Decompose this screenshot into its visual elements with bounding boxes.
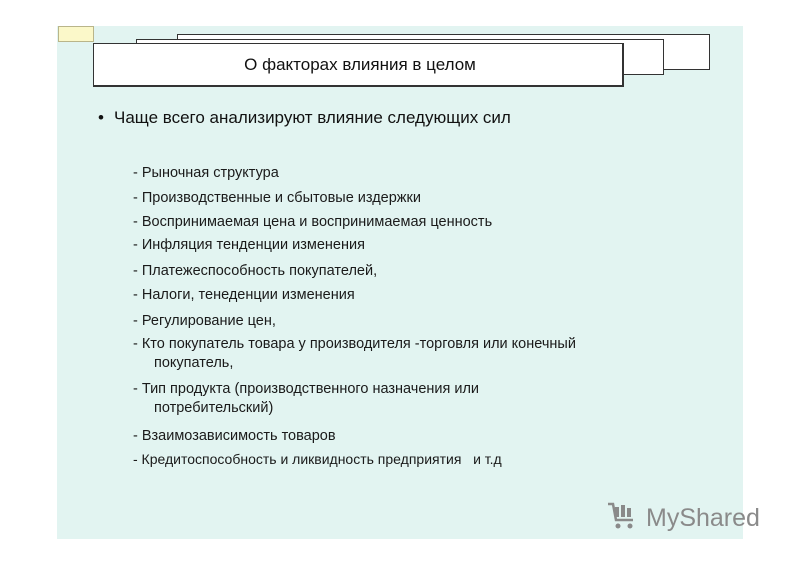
list-item [133, 213, 492, 232]
list-item-continuation: покупатель, [154, 355, 234, 371]
list-item [133, 335, 576, 373]
list-item-text: - Тип продукта (производственного назначения или [133, 381, 480, 397]
list-item [133, 189, 421, 208]
myshared-watermark [606, 500, 760, 536]
title-card [93, 43, 624, 87]
slide-title: О факторах влияния в целом [244, 54, 476, 74]
list-item-continuation: потребительский) [154, 400, 274, 416]
list-item [133, 286, 355, 305]
list-item [133, 236, 365, 255]
list-item [133, 450, 502, 469]
list-item [133, 164, 279, 183]
list-item-text: - Кредитоспособность и ликвидность предприятия и т.д [133, 451, 502, 467]
list-item-text: - Воспринимаемая цена и воспринимаемая ценность [133, 214, 493, 230]
list-item-text: - Налоги, тенеденции изменения [133, 287, 355, 303]
list-item-text: - Взаимозависимость товаров [133, 428, 336, 444]
watermark-text: MyShared [646, 503, 760, 532]
cart-icon [606, 500, 640, 537]
list-item-text: - Инфляция тенденции изменения [133, 237, 365, 253]
list-item-text: - Платежеспособность покупателей, [133, 263, 378, 279]
list-item [133, 380, 479, 418]
list-item-text: - Рыночная структура [133, 165, 279, 181]
main-bullet [98, 108, 511, 128]
main-bullet-text: Чаще всего анализируют влияние следующих сил [114, 108, 511, 127]
bullet-dot-icon: • [98, 108, 104, 127]
list-item [133, 312, 276, 331]
list-item-text: - Производственные и сбытовые издержки [133, 190, 421, 206]
list-item [133, 262, 377, 281]
yellow-tab-decoration [58, 26, 94, 42]
list-item [133, 427, 336, 446]
list-item-text: - Регулирование цен, [133, 313, 276, 329]
list-item-text: - Кто покупатель товара у производителя -торговля или конечный [133, 336, 576, 352]
